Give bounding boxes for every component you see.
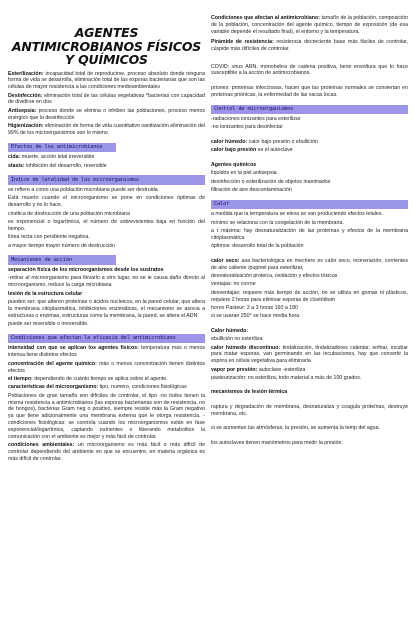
condicion-text: un microorganismo es más fácil o más difícil de controlar dependiendo del ambiente en que se encuentre, en materia orgánica es más difícil de controlar. xyxy=(8,442,205,462)
agentes-label xyxy=(211,162,408,169)
condiciones-summary xyxy=(211,15,408,35)
autoclaves-note: los autoclaves tienen manómetros para medir la presión. xyxy=(211,439,343,446)
calor-seco-line: desventajas: requiere más tiempo de acción, no se utiliza en gomas ni plásticos, requiere 2 horas para eliminar esporas de clostridium xyxy=(211,289,408,303)
summary-text: tamaño de la población, composición de la población, concentración del agente químico, tiempo de exposición (de esa variable depende el resultado final), el entorno y la temperatura. xyxy=(211,15,408,35)
definition-text: eliminación total de las células vegetativas *bacterias con capacidad de dividirse en dos xyxy=(8,92,205,106)
efecto-term: cida: xyxy=(8,154,21,161)
calor-term: calor húmedo: xyxy=(211,138,248,145)
page-title: AGENTES ANTIMICROBIANOS FÍSICOS Y QUÍMICOS xyxy=(11,25,202,67)
left-column xyxy=(8,0,205,640)
condicion-item xyxy=(8,442,205,462)
calor-text: calor bajo presión o ebullición xyxy=(247,138,318,145)
calor-seco-term: calor seco: xyxy=(211,257,240,264)
priones-note: priones: proteínas infecciosas, hacen que las proteínas normales se conviertan en proteínas priónicas, la enfermedad de las vacas locas. xyxy=(211,84,408,98)
definition-item xyxy=(8,71,205,91)
condicion-item xyxy=(8,361,205,375)
agentes-line: filtración de aire descontaminación xyxy=(211,186,292,193)
indice-line: es exponencial o logarítmica, el número de sobrevivientes baja en función del tiempo. xyxy=(8,219,205,232)
condicion-text: tipo, numero, condiciones fisiológicas xyxy=(98,384,187,391)
condicion-item xyxy=(8,376,205,383)
condicion-text: dependiendo de cuánto tiempo se aplica sobre el agente. xyxy=(32,375,168,382)
definition-term: Desinfección: xyxy=(8,92,43,99)
calor-humedo-line: pasteurización: no esteriliza, todo material a más de 100 grados. xyxy=(211,375,362,382)
summary-term: Condiciones que afectan al antimicrobiano: xyxy=(211,15,320,21)
condicion-term: el tiempo: xyxy=(8,375,33,382)
calor-text-line: a medida que la temperatura se eleva se van produciendo efectos letales. xyxy=(211,211,383,218)
agentes-line: desinfección o esterilización de objetos inanimados xyxy=(211,178,331,185)
definition-item xyxy=(8,93,205,107)
calor-seco-line: desnaturalización proteica, oxidación y efectos tóxicos xyxy=(211,272,338,279)
piramide-term: Pirámide de resistencia: xyxy=(211,38,274,45)
condicion-item xyxy=(8,345,205,359)
control-line: -radiaciones ionizantes para esterilizar xyxy=(211,116,301,123)
definition-item xyxy=(8,108,205,122)
lesion-label-text: mecanismos de lesión térmica xyxy=(211,389,288,396)
calor-humedo-term: calor húmedo discontinuo: xyxy=(211,344,281,351)
agentes-label-text: Agentes químicos xyxy=(211,161,257,168)
efecto-term: stasis: xyxy=(8,162,25,169)
calor-humedo-line xyxy=(211,345,408,365)
definition-term: Antisepsia: xyxy=(8,107,37,114)
piramide-resistencia xyxy=(211,39,408,53)
definition-text: eliminación de forma de vida cuantitativo sanitización eliminación del 99% de los microorganismos son lo mismo. xyxy=(8,122,205,136)
mecanismo-item xyxy=(8,267,205,274)
calor-term: calor bajo presión xyxy=(211,147,257,154)
definition-text: incapacidad total de reproducirse, proceso absoluto donde ninguna forma de vida se desarrolla, eliminación total de las esporas bacterianas que son las células de mayor resistencia a las condiciones medioambientales xyxy=(8,70,205,91)
calor-humedo-label xyxy=(211,328,408,335)
calor-text-line: mínimo se relaciona con la congelación de la membrana. xyxy=(211,219,344,226)
condicion-item: Poblaciones de gran tamaño son difíciles de controlar, el tipo -no todos tienen la misma resistencia a antimicrobianos (las esporas bacterianas son de resistencia, no de hongos), bacterias Gram neg o positivo, siempre resiste más la Gram negativo ya que tiene adicionalmente una membrana externa que le otorga resistencia. -condiciones fisiológicas: se controla cuando los microorganismos están en fase exponencial/logarítmica, captando nutrientes o liberando metabolitos la comunicación con el ambiente es mejor y más fácil de controlar. xyxy=(8,392,205,440)
indice-line: se refiere a como una población microbiana puede ser destruida xyxy=(8,186,158,193)
condicion-term: intensidad con que se aplican los agentes físicos: xyxy=(8,345,139,352)
control-line: -no ionizantes para desinfectar xyxy=(211,124,283,131)
agentes-line: líquidos en la piel antisepsia xyxy=(211,170,277,177)
efecto-text: inhibición del desarrollo, reversible xyxy=(24,162,107,169)
efecto-item xyxy=(8,163,205,170)
calor-humedo-label-text: Calor húmedo: xyxy=(211,327,249,334)
definition-term: Esterilización: xyxy=(8,70,44,77)
condicion-term: características del microorganismo: xyxy=(8,384,99,391)
calor-humedo-text: autoclave -esteriliza xyxy=(257,366,306,373)
condicion-term: concentración del agente químico: xyxy=(8,360,97,367)
mecanismo-item: puede ser reversible o irreversible. xyxy=(8,321,89,328)
right-column xyxy=(211,0,408,640)
calor-heading: Calor xyxy=(211,200,408,209)
control-heading: Control de microorganismos xyxy=(211,105,408,114)
calor-seco-text: asa bacteriológica en mechero es calor seco, incineración, corrientes de aire caliente /pupinel para esterilizar, xyxy=(211,257,408,271)
lesion-text: ruptura y degradación de membrana, desnaturaliza y coagula proteínas, destruye membrana, etc. xyxy=(211,403,408,417)
indice-heading: Índice de letalidad de los microorganismos xyxy=(8,175,205,184)
calor-line xyxy=(211,147,408,154)
efectos-heading: Efectos de los antimicrobianos xyxy=(8,143,116,152)
mecanismo-term: separación física de los microorganismos desde los sustratos xyxy=(8,267,164,274)
calor-text-line: a t máxima: hay desnaturalización de las proteínas y efectos de la membrana citoplasmática xyxy=(211,228,408,241)
covid-note: COVID: virus ARN, monohebra de cadena positiva, tiene envoltura que lo hace susceptible a la acción de antimicrobianos. xyxy=(211,63,408,77)
calor-humedo-line xyxy=(211,367,408,374)
calor-text: es el autoclave xyxy=(256,147,293,154)
mecanismo-item xyxy=(8,291,205,298)
efecto-text: muerte, acción letal irreversible xyxy=(20,154,95,161)
calor-humedo-term: vapor por presión: xyxy=(211,366,258,373)
mecanismos-heading: Mecanismos de acción xyxy=(8,255,116,264)
condiciones-heading: Condiciones que afectan la eficacia del antimicrobiano xyxy=(8,334,205,343)
condicion-item xyxy=(8,384,205,391)
atmosferas-note: si se aumentan las atmósferas, la presión, se aumenta la temp del agua. xyxy=(211,425,380,432)
mecanismo-term: lesión de la estructura celular xyxy=(8,290,83,297)
indice-line: línea recta con pendiente negativa. xyxy=(8,234,90,241)
calor-seco-line xyxy=(211,258,408,272)
calor-humedo-text: tindalización, tindalizadores calentar, enfriar, incubar para matar esporas, van germinando en las incubaciones, hay que convertir la espora en célula vegetativa para eliminarla xyxy=(211,344,408,365)
calor-seco-line: ventajas: no corroe xyxy=(211,281,256,288)
indice-line: cinética de destrucción de una población microbiana xyxy=(8,210,130,217)
piramide-text: resistencia decreciente base más fáciles de controlar, cúspide más difíciles de controlar. xyxy=(211,38,408,52)
lesion-label xyxy=(211,389,408,396)
calor-text-line: óptimos: desarrollo total de la población xyxy=(211,243,304,250)
calor-humedo-line: ebullición no esteriliza xyxy=(211,336,263,343)
calor-line xyxy=(211,139,408,146)
calor-seco-line: horno Pasteur: 2 a 3 horas 160 a 180 xyxy=(211,305,298,311)
condicion-text: temperatura más o menos intensa tiene distintos efectos xyxy=(8,345,205,359)
definition-item xyxy=(8,123,205,137)
indice-line: Está muerto cuando el microorganismo se pone en condiciones óptimas de desarrollo y no lo hace. xyxy=(8,195,205,209)
mecanismo-item: pueden ser: que alteren proteínas o ácidos nucleicos, en la pared celular, que altera la membrana citoplasmática, inhibiciones enzimáticas, el mecanismo se asocia a estructuras o enzimas, estructuras como la membrana, la pared, se altera el ADN xyxy=(8,299,205,319)
calor-seco-line: si se usaran 250° se hace media hora xyxy=(211,313,300,320)
definition-text: proceso donde se elimina o inhiben las poblaciones, proceso menos enérgico que la desinfección xyxy=(8,107,205,121)
condicion-text: más o menos concentración tienen distintos efectos xyxy=(8,360,205,374)
definitions-section xyxy=(8,71,205,137)
efecto-item xyxy=(8,154,205,161)
condicion-term: condiciones ambientales: xyxy=(8,442,75,448)
definition-term: Higienización: xyxy=(8,122,44,129)
mecanismo-item: -retirar al microorganismo para llevarlo a otro lugar, no se le causa daño directo al microorganismo, reduce la carga microbiana xyxy=(8,275,205,289)
indice-line: a mayor tiempo mayor número de destrucción xyxy=(8,242,116,249)
